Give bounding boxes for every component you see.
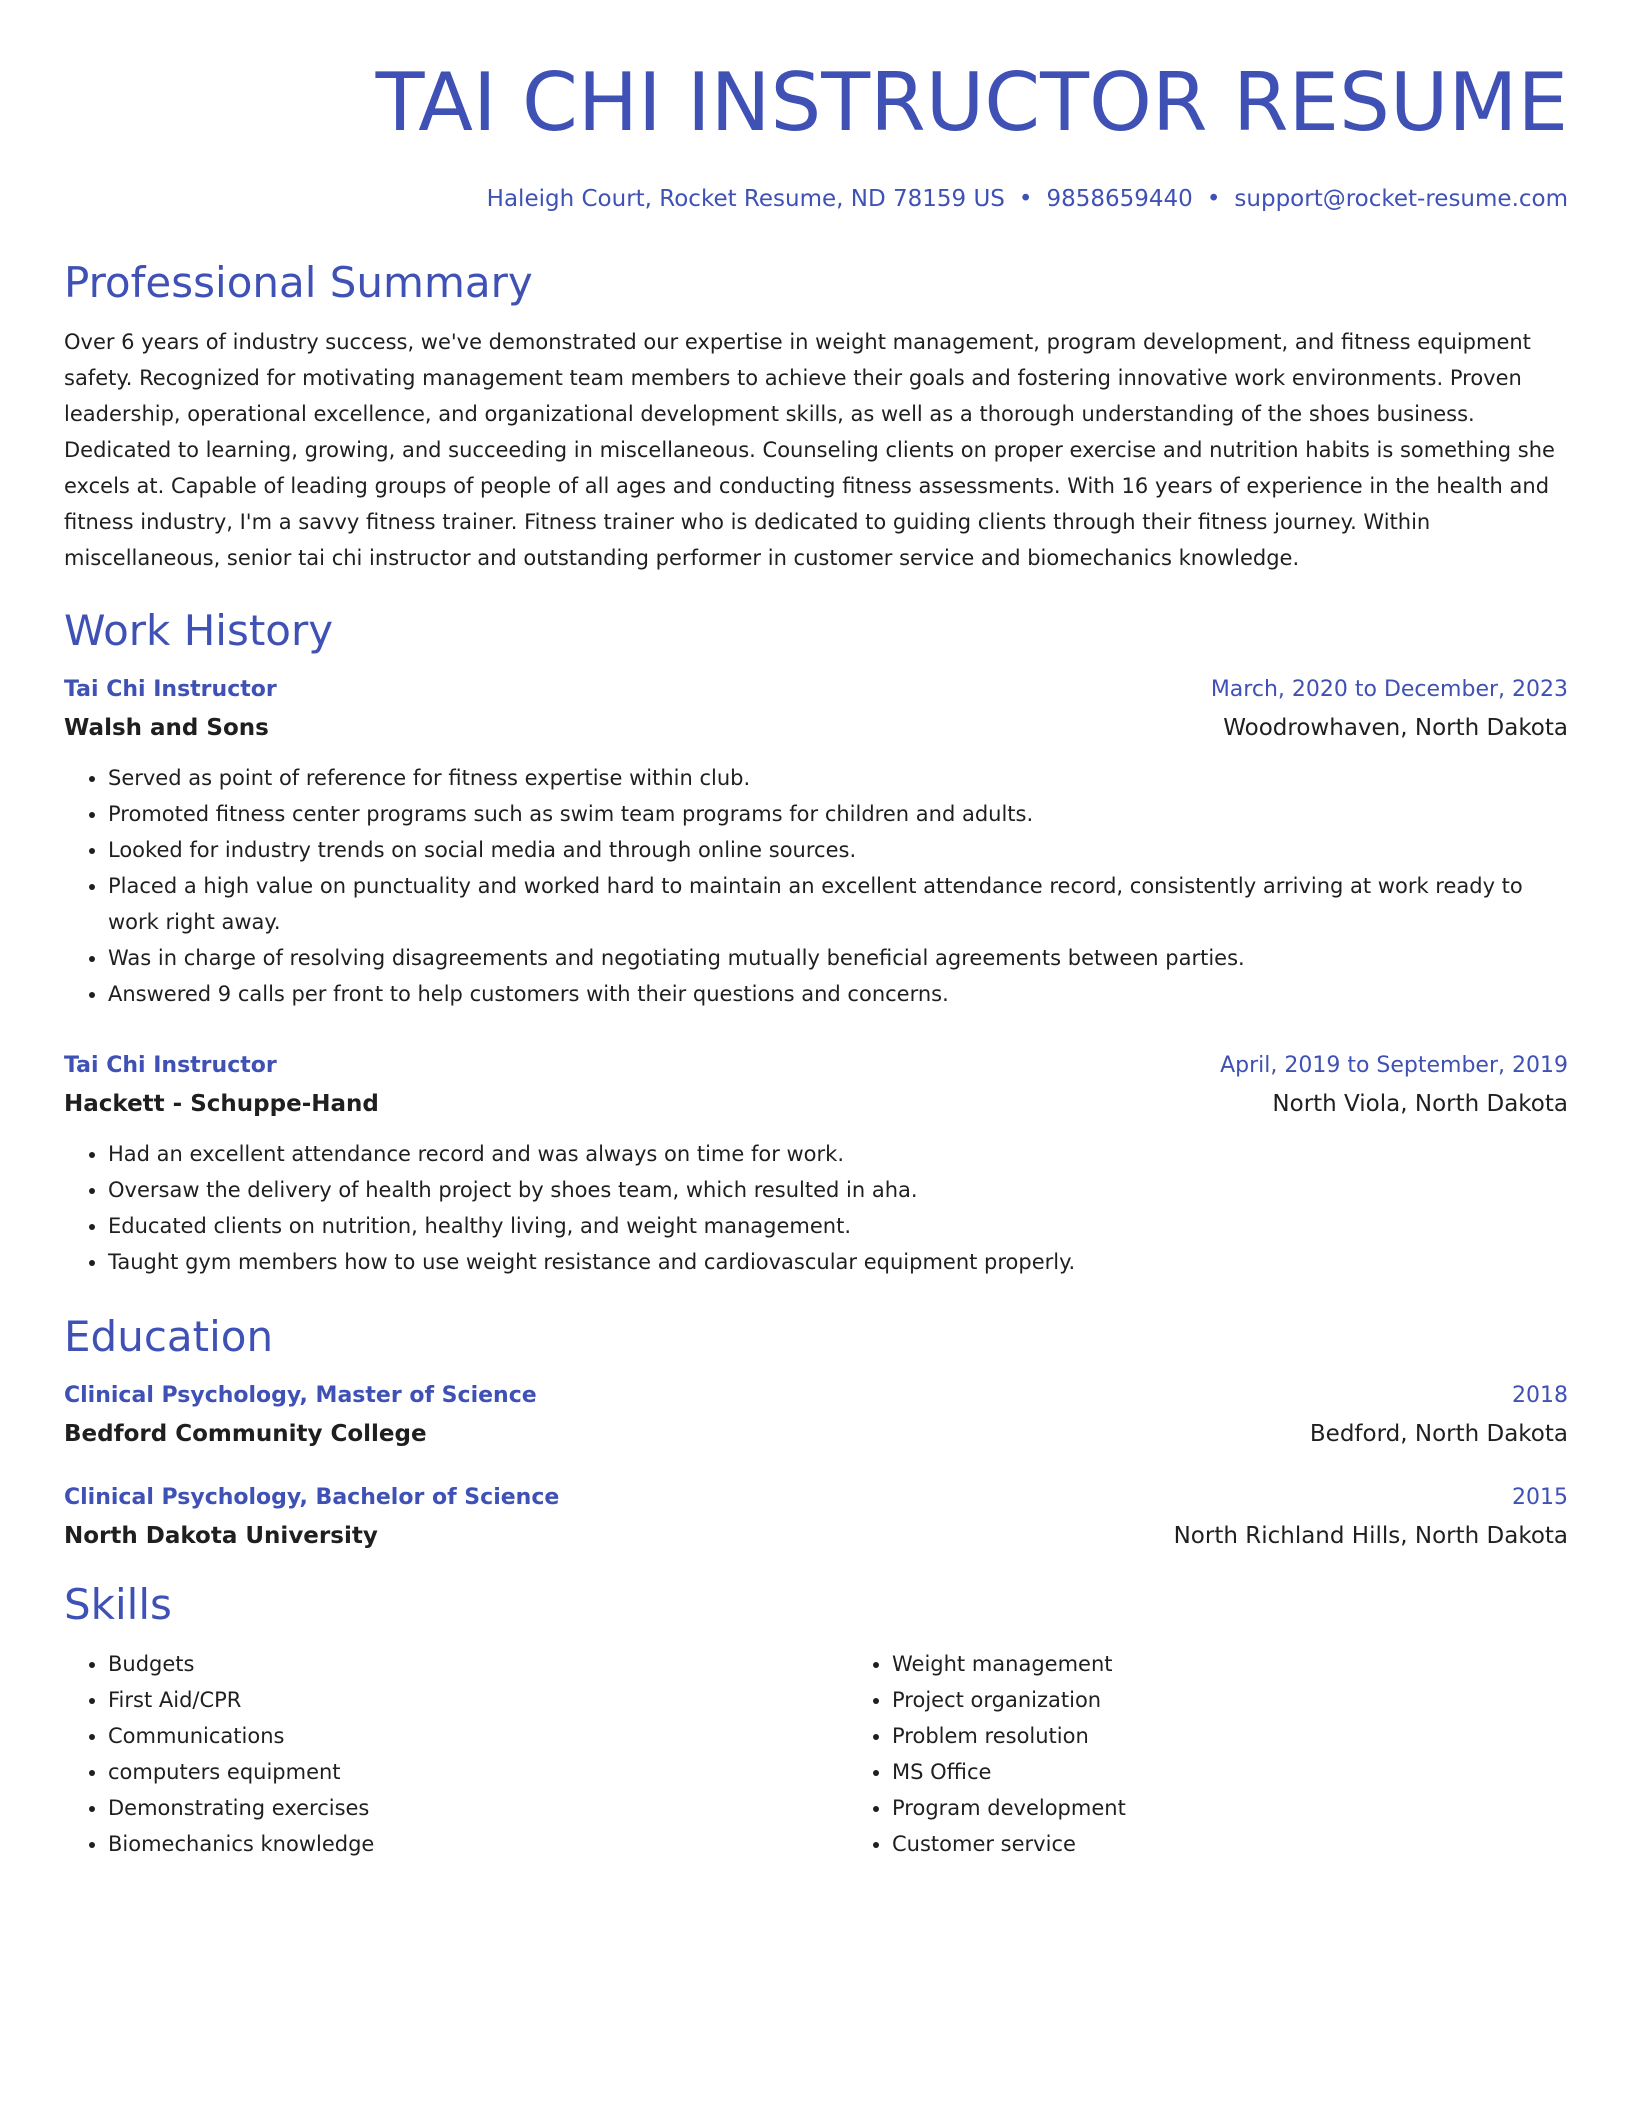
list-item: • Customer service (892, 1826, 1492, 1862)
education-location: North Richland Hills, North Dakota (1173, 1523, 1568, 1549)
list-item: • Served as point of reference for fitness expertise within club. (108, 760, 1568, 796)
job-employer-row (64, 708, 1568, 748)
contact-separator: • (1018, 186, 1033, 212)
list-item: • Communications (108, 1718, 848, 1754)
education-header-row (64, 1378, 1568, 1414)
contact-address: Haleigh Court, Rocket Resume, ND 78159 US (486, 186, 1005, 212)
job-employer-row (64, 1084, 1568, 1124)
job-employer: Hackett - Schuppe-Hand (64, 1091, 379, 1117)
list-item: • Answered 9 calls per front to help customers with their questions and concerns. (108, 976, 1568, 1012)
education-school-row (64, 1516, 1568, 1556)
list-item: • Weight management (892, 1646, 1492, 1682)
list-item: • Program development (892, 1790, 1492, 1826)
education-degree: Clinical Psychology, Master of Science (64, 1383, 537, 1408)
job-header-row (64, 1048, 1568, 1084)
section-title-education: Education (64, 1312, 274, 1361)
education-year: 2015 (1512, 1485, 1568, 1510)
list-item: • computers equipment (108, 1754, 848, 1790)
job-location: Woodrowhaven, North Dakota (1223, 715, 1568, 741)
job-dates: April, 2019 to September, 2019 (1220, 1053, 1568, 1078)
list-item: • Taught gym members how to use weight resistance and cardiovascular equipment properly. (108, 1244, 1568, 1280)
summary-text: Over 6 years of industry success, we've demonstrated our expertise in weight management, program development, and fitness equipment safety. Recognized for motivating management team members to achieve their goals and fostering innovative work environments. Proven leadership, operational excellence, and organizational development skills, as well as a thorough understanding of the shoes business. Dedicated to learning, growing, and succeeding in miscellaneous. Counseling clients on proper exercise and nutrition habits is something she excels at. Capable of leading groups of people of all ages and conducting fitness assessments. With 16 years of experience in the health and fitness industry, I'm a savvy fitness trainer. Fitness trainer who is dedicated to guiding clients through their fitness journey. Within miscellaneous, senior tai chi instructor and outstanding performer in customer service and biomechanics knowledge. (64, 330, 1555, 570)
education-degree: Clinical Psychology, Bachelor of Science (64, 1485, 560, 1510)
contact-line (64, 182, 1568, 216)
education-year: 2018 (1512, 1383, 1568, 1408)
resume-header (64, 48, 1568, 216)
list-item: • Looked for industry trends on social media and through online sources. (108, 832, 1568, 868)
job-header-row (64, 672, 1568, 708)
list-item: • Biomechanics knowledge (108, 1826, 848, 1862)
job-bullet-list (64, 760, 1568, 1012)
job-location: North Viola, North Dakota (1272, 1091, 1568, 1117)
list-item: • Demonstrating exercises (108, 1790, 848, 1826)
education-header-row (64, 1480, 1568, 1516)
education-school: North Dakota University (64, 1523, 378, 1549)
list-item: • MS Office (892, 1754, 1492, 1790)
skills-column-left (64, 1646, 848, 1862)
list-item: • Educated clients on nutrition, healthy living, and weight management. (108, 1208, 1568, 1244)
education-entry (64, 1378, 1568, 1454)
resume-title: TAI CHI INSTRUCTOR RESUME (375, 56, 1568, 149)
section-title-summary: Professional Summary (64, 258, 533, 307)
list-item: • Had an excellent attendance record and was always on time for work. (108, 1136, 1568, 1172)
contact-phone: 9858659440 (1046, 186, 1193, 212)
list-item: • Problem resolution (892, 1718, 1492, 1754)
list-item: • Placed a high value on punctuality and worked hard to maintain an excellent attendance record, consistently arriving at work ready to work right away. (108, 868, 1568, 940)
job-dates: March, 2020 to December, 2023 (1210, 677, 1568, 702)
job-entry (64, 672, 1568, 1012)
job-title: Tai Chi Instructor (64, 1053, 277, 1078)
list-item: • Budgets (108, 1646, 848, 1682)
education-school-row (64, 1414, 1568, 1454)
contact-email: support@rocket-resume.com (1234, 186, 1568, 212)
job-bullet-list (64, 1136, 1568, 1280)
list-item: • Project organization (892, 1682, 1492, 1718)
list-item: • First Aid/CPR (108, 1682, 848, 1718)
section-title-skills: Skills (64, 1580, 172, 1629)
education-entry (64, 1480, 1568, 1556)
job-employer: Walsh and Sons (64, 715, 269, 741)
job-entry (64, 1048, 1568, 1280)
job-title: Tai Chi Instructor (64, 677, 277, 702)
skills-column-right (848, 1646, 1492, 1862)
contact-separator: • (1206, 186, 1221, 212)
section-title-work-history: Work History (64, 606, 334, 655)
list-item: • Was in charge of resolving disagreements and negotiating mutually beneficial agreements between parties. (108, 940, 1568, 976)
skills-list (64, 1646, 1568, 1862)
education-school: Bedford Community College (64, 1421, 427, 1447)
list-item: • Promoted fitness center programs such as swim team programs for children and adults. (108, 796, 1568, 832)
list-item: • Oversaw the delivery of health project by shoes team, which resulted in aha. (108, 1172, 1568, 1208)
education-location: Bedford, North Dakota (1309, 1421, 1568, 1447)
